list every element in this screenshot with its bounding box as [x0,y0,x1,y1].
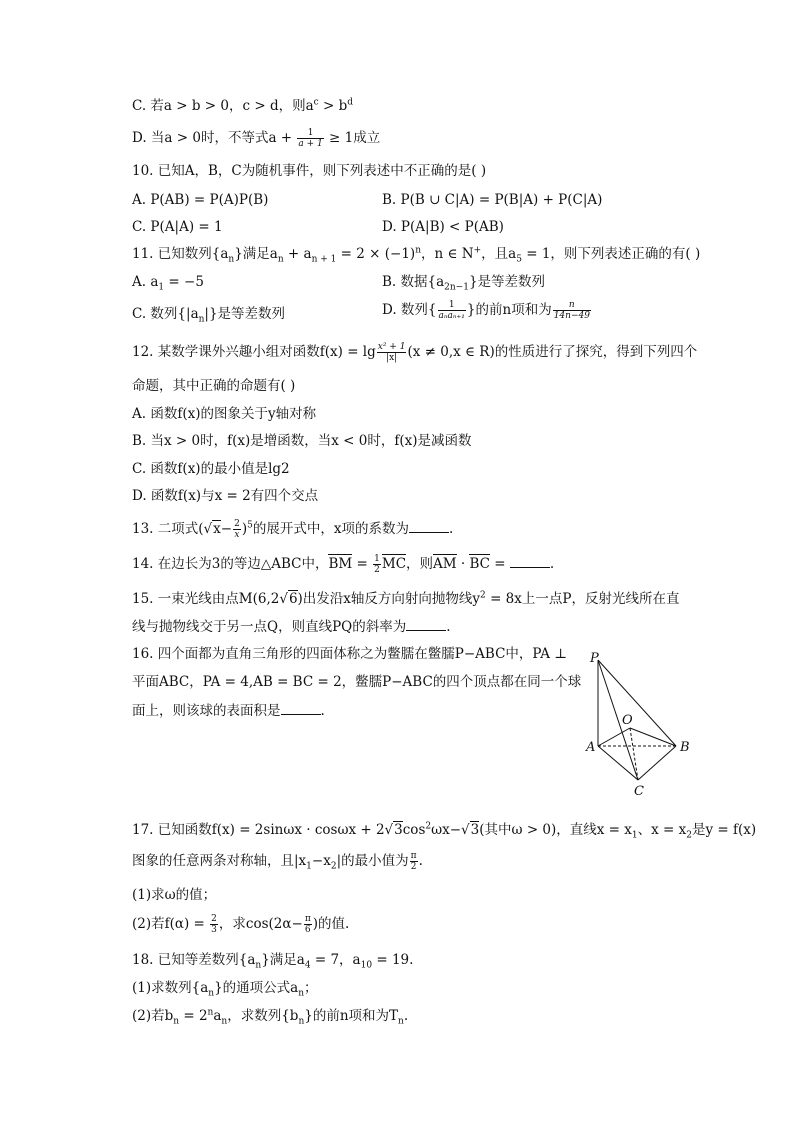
q16-stem-line1: 16. 四个面都为直角三角形的四面体称之为鳖臑在鳖臑P−ABC中，PA ⊥ [132,646,567,662]
label-o: O [622,713,633,728]
q11-stem: 11. 已知数列$\{a_n\}$满足$a_n + a_{n + 1} = 2 \times (-1)^n$，n ∈ N+，且$a_5 = 1$，则下列表述正确的有( ) [132,245,701,265]
label-p: P [590,651,599,666]
segment-ob [630,728,676,746]
q17-stem-line2: 图象的任意两条对称轴，且$|x_1-x_2|$的最小值为 $\frac{\pi}{2}$ . [132,851,423,872]
q10-stem: 10. 已知A，B，C为随机事件，则下列表述中不正确的是( ) [132,163,487,179]
q11-option-b: B. 数据$\{a_{2n-1}\}$是等差数列 [382,274,546,293]
q14-answer-blank[interactable] [510,553,550,568]
q13-stem: 13. 二项式(√x− $\frac{2}{x}$ )$^5$的展开式中，x项的系数为 . [132,519,454,540]
q12-option-b: B. 当x > 0时，f(x)是增函数，当x < 0时，f(x)是减函数 [132,433,472,449]
tetrahedron-figure [584,650,696,798]
q9-option-c: C. 若a > b > 0，c > d，则$a^c > b^d$ [132,97,354,114]
q15-answer-blank[interactable] [406,616,446,631]
q12-option-c: C. 函数f(x)的最小值是lg2 [132,461,290,477]
q10-option-a: A. P(AB) = P(A)P(B) [132,192,269,208]
q11-option-d: D. 数列{ $\frac{1}{\text{aₙaₙ₊₁}}$ }的前n项和为 $\frac{n}{14n-49}$ [382,300,590,321]
edge-bc [638,746,676,780]
q17-part1: (1)求ω的值； [132,887,217,903]
q17-part2: (2)若f(α) = $\frac{2}{3}$ ，求cos(2α− $\frac{\pi}{6}$ )的值. [132,914,350,935]
q18-part2: (2)若$b_n = 2^na_n$，求数列$\{b_n\}$的前n项和为$T_n$. [132,1007,409,1027]
q10-option-c: C. P(A|A) = 1 [132,219,223,235]
segment-oc [630,728,638,780]
edge-pb [598,660,676,746]
q12-stem-line2: 命题，其中正确的命题有( ) [132,378,296,394]
label-b: B [680,740,690,755]
q14-stem: 14. 在边长为3的等边△ABC中，BM = $\frac{1}{2}$ MC，则AM · BC = . [132,554,555,575]
q10-option-b: B. P(B ∪ C|A) = P(B|A) + P(C|A) [382,192,603,208]
q12-stem: 12. 某数学课外兴趣小组对函数f(x) = lg $\frac{\text{x² + 1}}{|x|}$ (x ≠ 0,x ∈ R)的性质进行了探究，得到下列四个 [132,342,698,363]
q17-stem: 17. 已知函数$f(x) = 2\sin\omega x \cdot \cos\omega x + 2√3\cos^2\omega x-√3$(其中ω > 0)，直线$x = x_1$、$x = x_2$是y = f(x) [132,821,757,841]
label-c: C [634,784,644,798]
q11-option-a: A. $a_1 = -5$ [132,274,204,293]
q16-answer-blank[interactable] [281,700,321,715]
q18-stem: 18. 已知等差数列$\{a_n\}$满足$a_4 = 7$，$a_{10} = 19$. [132,952,414,971]
q12-option-a: A. 函数f(x)的图象关于y轴对称 [132,406,317,422]
q9-option-d: D. 当a > 0时，不等式a + $\frac{1}{a + 1}$ ≥ 1成立 [132,128,381,149]
q16-stem-line3: 面上，则该球的表面积是 . [132,700,325,722]
q15-stem: 15. 一束光线由点M(6,2√6)出发沿x轴反方向射向抛物线$y^2 = 8x$上一点P，反射光线所在直 [132,590,680,607]
segment-ao [598,728,630,746]
q16-stem-line2: 平面ABC，PA = 4,AB = BC = 2，鳖臑P−ABC的四个顶点都在同一个球 [132,674,582,690]
q15-stem-line2: 线与抛物线交于另一点Q，则直线PQ的斜率为 . [132,616,451,638]
label-a: A [586,740,596,755]
q18-part1: (1)求数列$\{a_n\}$的通项公式$a_n$； [132,980,318,999]
q12-option-d: D. 函数f(x)与x = 2有四个交点 [132,488,319,504]
q10-option-d: D. P(A|B) < P(AB) [382,219,504,235]
q11-option-c: C. 数列$\{|a_n|\}$是等差数列 [132,306,286,325]
q13-answer-blank[interactable] [409,518,449,533]
